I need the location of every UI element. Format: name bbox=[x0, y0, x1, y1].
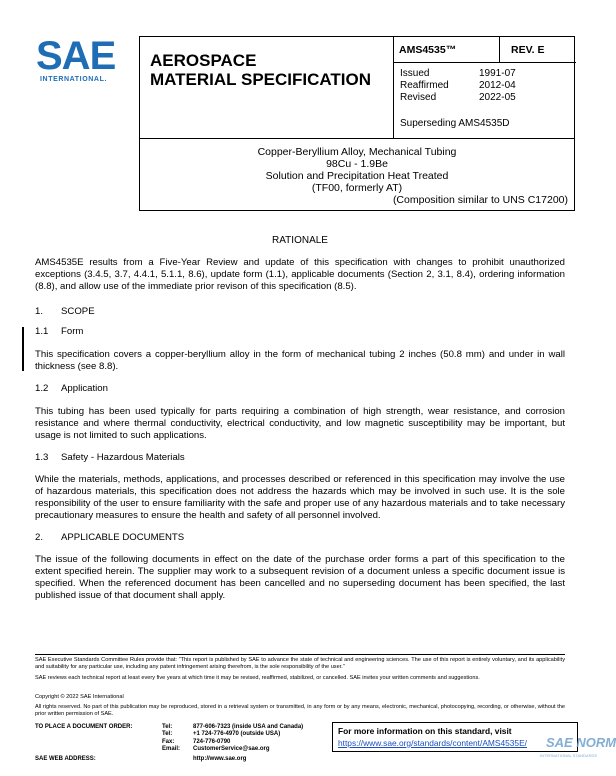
doc-number-cell bbox=[393, 37, 500, 63]
desc-line-4: (TF00, formerly AT) bbox=[311, 182, 403, 194]
section-title: Application bbox=[61, 383, 108, 394]
revised-date: 2022-05 bbox=[479, 92, 516, 103]
section-title: Form bbox=[61, 326, 84, 337]
revised-row bbox=[400, 92, 570, 103]
issued-label: Issued bbox=[400, 68, 430, 79]
more-info-link[interactable]: https://www.sae.org/standards/content/AMS4535E/ bbox=[338, 738, 528, 748]
desc-line-5: (Composition similar to UNS C17200) bbox=[392, 194, 568, 206]
tel-label: Tel: bbox=[162, 724, 173, 730]
revised-label: Revised bbox=[400, 92, 437, 103]
logo-subtitle: INTERNATIONAL. bbox=[40, 76, 107, 83]
footer-review: SAE reviews each technical report at least every five years at which time it may be revised, reaffirmed, stabilized, or cancelled. SAE invites your written comments and suggestions. bbox=[35, 675, 480, 681]
header-box bbox=[139, 36, 575, 211]
footer-rules: SAE Executive Standards Committee Rules provide that: “This report is published by SAE to advance the state of technical and engineering sciences. The use of this report is entirely voluntary, and its applicability and suitability for any particular use, including any patent infringement arising therefrom, is the sole responsibility of the user.” bbox=[35, 657, 565, 670]
section-1-2-heading bbox=[35, 383, 108, 394]
more-info-title: For more information on this standard, visit bbox=[338, 726, 512, 736]
fax-label: Fax: bbox=[162, 739, 175, 745]
tel-value: 877-606-7323 (inside USA and Canada) bbox=[193, 724, 304, 730]
fax-value: 724-776-0790 bbox=[193, 739, 231, 745]
doc-number: AMS4535™ bbox=[399, 44, 457, 56]
desc-line-3: Solution and Precipitation Heat Treated bbox=[265, 170, 449, 182]
order-label: TO PLACE A DOCUMENT ORDER: bbox=[35, 724, 133, 730]
footer-rights: All rights reserved. No part of this publication may be reproduced, stored in a retrieval system or transmitted, in any form or by any means, electronic, mechanical, photocopying, recording, or otherwise, without the prior written permission of SAE. bbox=[35, 704, 565, 717]
reaffirmed-row bbox=[400, 80, 570, 91]
rationale-heading: RATIONALE bbox=[272, 235, 328, 246]
superseding: Superseding AMS4535D bbox=[400, 118, 510, 129]
title-line-2: MATERIAL SPECIFICATION bbox=[150, 70, 371, 89]
rationale-text: AMS4535E results from a Five-Year Review and update of this specification with changes to prohibit unauthorized exceptions (3.4.5, 3.7, 4.4.1, 5.1.1, 8.6), update form (1.1), applicable documents (Section 2, 3.1, 8.4), ordering information (8.8), and allow use of the immediate prior revison of this specification (8.5). bbox=[35, 257, 565, 292]
section-1-1-text: This specification covers a copper-beryllium alloy in the form of mechanical tubing 2 inches (50.8 mm) and under in wall thickness (see 8.8). bbox=[35, 349, 565, 372]
description-cell bbox=[140, 138, 574, 211]
tel2-value: +1 724-776-4970 (outside USA) bbox=[193, 731, 281, 737]
watermark-subtext: INTERNATIONAL STANDARDS bbox=[540, 753, 598, 758]
email-label: Email: bbox=[162, 746, 181, 752]
desc-line-1: Copper-Beryllium Alloy, Mechanical Tubing bbox=[257, 146, 457, 158]
section-number: 1.2 bbox=[35, 383, 49, 394]
issued-date: 1991-07 bbox=[479, 68, 516, 79]
web-link[interactable]: http://www.sae.org bbox=[193, 756, 247, 762]
tel2-label: Tel: bbox=[162, 731, 173, 737]
section-1-3-text: While the materials, methods, applications, and processes described or referenced in this specification may involve the use of hazardous materials, this specification does not address the hazards which may be involved in such use. It is the sole responsibility of the user to ensure familiarity with the safe and proper use of any hazardous materials and to take necessary precautionary measures to ensure the health and safety of all personnel involved. bbox=[35, 474, 565, 521]
section-number: 2. bbox=[35, 532, 44, 543]
section-title: APPLICABLE DOCUMENTS bbox=[61, 532, 185, 543]
title-line-1: AEROSPACE bbox=[150, 51, 257, 70]
section-1-heading bbox=[35, 306, 95, 317]
section-title: Safety - Hazardous Materials bbox=[61, 452, 185, 463]
footer-copyright: Copyright © 2022 SAE International bbox=[35, 694, 124, 700]
revision-cell bbox=[499, 37, 576, 63]
section-1-3-heading bbox=[35, 452, 185, 463]
reaffirmed-date: 2012-04 bbox=[479, 80, 516, 91]
revision: REV. E bbox=[511, 44, 545, 56]
section-1-1-heading bbox=[35, 326, 83, 337]
reaffirmed-label: Reaffirmed bbox=[400, 80, 449, 91]
issued-row bbox=[400, 68, 570, 79]
section-number: 1.3 bbox=[35, 452, 49, 463]
watermark bbox=[540, 735, 616, 765]
web-label: SAE WEB ADDRESS: bbox=[35, 756, 96, 762]
email-value[interactable]: CustomerService@sae.org bbox=[193, 746, 270, 752]
section-2-text: The issue of the following documents in effect on the date of the purchase order forms a part of this specification to the extent specified herein. The supplier may work to a subsequent revision of a document unless a specific document issue is specified. When the referenced document has been cancelled and no superseding document has been specified, the last published issue of that document shall apply. bbox=[35, 554, 565, 601]
sae-logo bbox=[34, 36, 126, 88]
section-2-heading bbox=[35, 532, 184, 543]
watermark-text: SAE NORM bbox=[546, 735, 616, 750]
section-title: SCOPE bbox=[61, 306, 95, 317]
change-bar bbox=[22, 327, 24, 371]
footer-divider bbox=[35, 654, 565, 655]
desc-line-2: 98Cu - 1.9Be bbox=[326, 158, 388, 170]
title-cell bbox=[140, 37, 394, 138]
section-number: 1. bbox=[35, 306, 44, 317]
section-1-2-text: This tubing has been used typically for parts requiring a combination of high strength, wear resistance, and corrosion resistance and where thermal conductivity, electrical conductivity, and low magnetic susceptibility may be important, but usage is not limited to such applications. bbox=[35, 406, 565, 441]
section-number: 1.1 bbox=[35, 326, 49, 337]
dates-cell bbox=[393, 62, 576, 138]
logo-word: SAE bbox=[36, 34, 116, 78]
